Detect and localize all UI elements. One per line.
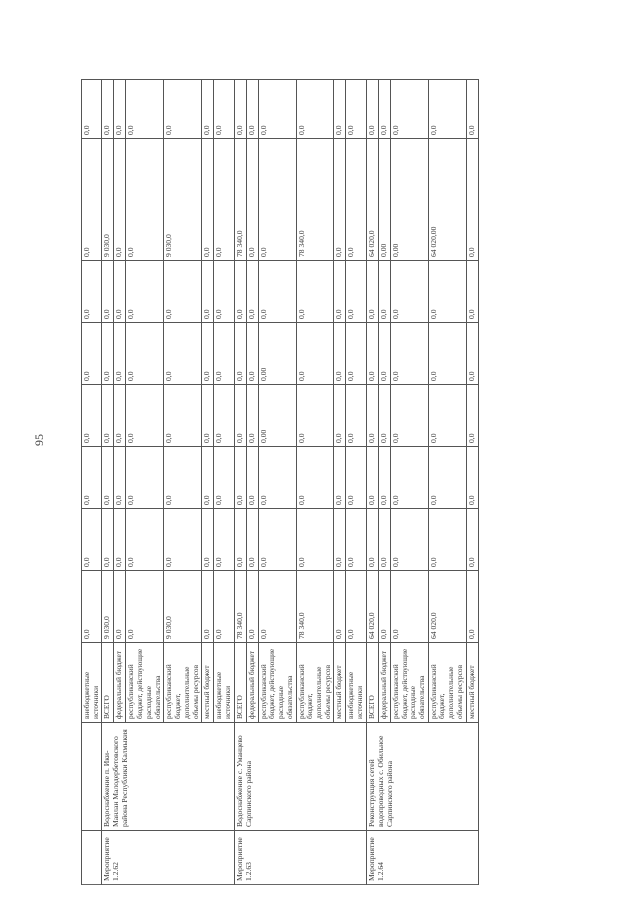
value-cell: 0,0 xyxy=(164,323,202,385)
value-cell: 0,0 xyxy=(246,80,258,139)
value-cell: 0,0 xyxy=(466,509,478,571)
value-cell: 0,0 xyxy=(214,385,234,447)
funding-source-cell: ВСЕГО xyxy=(234,643,246,723)
value-cell: 0,0 xyxy=(366,509,378,571)
table-row xyxy=(366,80,378,885)
value-cell: 0,0 xyxy=(296,447,334,509)
value-cell: 0,0 xyxy=(114,509,126,571)
value-cell: 0,0 xyxy=(82,261,102,323)
value-cell: 0,0 xyxy=(102,385,114,447)
funding-source-cell: местный бюджет xyxy=(334,643,346,723)
value-cell: 0,0 xyxy=(102,509,114,571)
value-cell: 78 340,0 xyxy=(234,571,246,643)
value-cell: 0,0 xyxy=(102,323,114,385)
value-cell: 0,0 xyxy=(246,139,258,261)
value-cell: 0,0 xyxy=(428,323,466,385)
value-cell: 0,0 xyxy=(114,80,126,139)
value-cell: 0,0 xyxy=(258,139,296,261)
value-cell: 0,0 xyxy=(390,385,428,447)
value-cell: 64 020,00 xyxy=(428,139,466,261)
value-cell: 0,0 xyxy=(334,80,346,139)
value-cell: 0,0 xyxy=(296,509,334,571)
value-cell: 0,0 xyxy=(202,385,214,447)
value-cell: 0,0 xyxy=(202,509,214,571)
measure-cell: Мероприятие 1.2.64 xyxy=(366,831,478,885)
value-cell: 64 020,0 xyxy=(366,139,378,261)
value-cell: 0,0 xyxy=(202,261,214,323)
value-cell: 0,0 xyxy=(164,80,202,139)
measure-cell: Мероприятие 1.2.63 xyxy=(234,831,366,885)
funding-source-cell: местный бюджет xyxy=(466,643,478,723)
table-row xyxy=(82,80,102,885)
object-cell: Водоснабжение п. Ики-Манлан Малодербетовского района Республики Калмыкия xyxy=(102,723,234,831)
value-cell: 0,0 xyxy=(296,323,334,385)
value-cell: 0,0 xyxy=(296,385,334,447)
value-cell: 0,0 xyxy=(428,509,466,571)
value-cell: 0,0 xyxy=(378,261,390,323)
rotated-table-wrapper xyxy=(81,80,608,885)
value-cell: 0,0 xyxy=(82,571,102,643)
value-cell: 0,0 xyxy=(82,139,102,261)
value-cell: 0,0 xyxy=(214,571,234,643)
value-cell: 0,0 xyxy=(234,509,246,571)
value-cell: 0,0 xyxy=(428,261,466,323)
value-cell: 0,0 xyxy=(296,261,334,323)
value-cell: 0,0 xyxy=(366,261,378,323)
value-cell: 64 020,0 xyxy=(366,571,378,643)
value-cell: 0,0 xyxy=(378,323,390,385)
value-cell: 0,0 xyxy=(126,447,164,509)
value-cell: 0,0 xyxy=(126,323,164,385)
value-cell: 0,0 xyxy=(428,447,466,509)
value-cell: 0,0 xyxy=(126,80,164,139)
page-number: 95 xyxy=(32,434,46,446)
value-cell: 0,0 xyxy=(126,261,164,323)
value-cell: 0,0 xyxy=(234,80,246,139)
value-cell: 0,0 xyxy=(346,80,366,139)
value-cell: 0,0 xyxy=(126,571,164,643)
value-cell: 0,0 xyxy=(346,261,366,323)
value-cell: 0,0 xyxy=(466,385,478,447)
value-cell: 78 340,0 xyxy=(234,139,246,261)
value-cell: 0,0 xyxy=(214,261,234,323)
funding-source-cell: республиканский бюджет, дополнительные объемы ресурсов xyxy=(296,643,334,723)
value-cell: 0,0 xyxy=(82,447,102,509)
value-cell: 0,0 xyxy=(334,509,346,571)
value-cell: 0,0 xyxy=(466,139,478,261)
value-cell: 9 030,0 xyxy=(102,571,114,643)
value-cell: 0,0 xyxy=(246,571,258,643)
value-cell: 0,0 xyxy=(126,509,164,571)
value-cell: 0,0 xyxy=(466,323,478,385)
measure-cell xyxy=(82,831,102,885)
value-cell: 0,0 xyxy=(202,447,214,509)
value-cell: 0,0 xyxy=(390,80,428,139)
value-cell: 0,0 xyxy=(366,323,378,385)
funding-source-cell: республиканский бюджет, дополнительные объемы ресурсов xyxy=(164,643,202,723)
value-cell: 0,0 xyxy=(164,261,202,323)
value-cell: 9 030,0 xyxy=(102,139,114,261)
value-cell: 0,0 xyxy=(378,80,390,139)
value-cell: 0,0 xyxy=(366,447,378,509)
value-cell: 0,0 xyxy=(346,571,366,643)
value-cell: 9 030,0 xyxy=(164,571,202,643)
value-cell: 0,0 xyxy=(378,571,390,643)
value-cell: 0,0 xyxy=(378,509,390,571)
funding-source-cell: внебюджетные источники xyxy=(346,643,366,723)
value-cell: 0,0 xyxy=(246,323,258,385)
value-cell: 78 340,0 xyxy=(296,571,334,643)
funding-source-cell: федеральный бюджет xyxy=(378,643,390,723)
table-row xyxy=(234,80,246,885)
funding-source-cell: республиканский бюджет, действующие расходные обязательства xyxy=(258,643,296,723)
object-cell: Водоснабжение с. Уманцево Сарпинского района xyxy=(234,723,366,831)
value-cell: 0,0 xyxy=(114,139,126,261)
value-cell: 0,0 xyxy=(378,385,390,447)
value-cell: 64 020,0 xyxy=(428,571,466,643)
funding-source-cell: федеральный бюджет xyxy=(246,643,258,723)
value-cell: 0,0 xyxy=(234,323,246,385)
value-cell: 0,0 xyxy=(202,139,214,261)
value-cell: 0,0 xyxy=(164,509,202,571)
value-cell: 0,0 xyxy=(390,509,428,571)
measure-cell: Мероприятие 1.2.62 xyxy=(102,831,234,885)
value-cell: 0,0 xyxy=(202,80,214,139)
value-cell: 0,0 xyxy=(334,385,346,447)
value-cell: 0,0 xyxy=(82,385,102,447)
value-cell: 0,0 xyxy=(202,571,214,643)
value-cell: 0,0 xyxy=(296,80,334,139)
funding-source-cell: республиканский бюджет, дополнительные объемы ресурсов xyxy=(428,643,466,723)
table-row xyxy=(102,80,114,885)
value-cell: 0,0 xyxy=(346,323,366,385)
value-cell: 0,0 xyxy=(378,447,390,509)
funding-source-cell: ВСЕГО xyxy=(102,643,114,723)
value-cell: 0,0 xyxy=(258,261,296,323)
value-cell: 0,0 xyxy=(102,447,114,509)
value-cell: 0,0 xyxy=(234,261,246,323)
value-cell: 0,00 xyxy=(390,139,428,261)
value-cell: 0,0 xyxy=(114,323,126,385)
value-cell: 0,0 xyxy=(334,323,346,385)
value-cell: 0,0 xyxy=(466,261,478,323)
value-cell: 0,0 xyxy=(246,385,258,447)
value-cell: 0,0 xyxy=(102,80,114,139)
value-cell: 9 030,0 xyxy=(164,139,202,261)
value-cell: 0,0 xyxy=(466,571,478,643)
value-cell: 0,0 xyxy=(366,385,378,447)
value-cell: 0,0 xyxy=(164,447,202,509)
funding-source-cell: республиканский бюджет, действующие расходные обязательства xyxy=(390,643,428,723)
value-cell: 0,0 xyxy=(82,80,102,139)
value-cell: 0,0 xyxy=(214,323,234,385)
value-cell: 0,0 xyxy=(234,385,246,447)
value-cell: 0,0 xyxy=(114,385,126,447)
value-cell: 0,0 xyxy=(334,571,346,643)
value-cell: 0,0 xyxy=(334,139,346,261)
value-cell: 0,0 xyxy=(346,447,366,509)
value-cell: 0,0 xyxy=(246,509,258,571)
value-cell: 0,0 xyxy=(346,509,366,571)
value-cell: 0,0 xyxy=(390,261,428,323)
value-cell: 0,0 xyxy=(214,447,234,509)
value-cell: 0,0 xyxy=(466,447,478,509)
value-cell: 0,0 xyxy=(114,261,126,323)
value-cell: 0,00 xyxy=(258,323,296,385)
value-cell: 0,0 xyxy=(214,80,234,139)
value-cell: 0,0 xyxy=(82,323,102,385)
value-cell: 0,0 xyxy=(466,80,478,139)
value-cell: 0,0 xyxy=(258,571,296,643)
value-cell: 0,0 xyxy=(258,447,296,509)
value-cell: 0,00 xyxy=(258,385,296,447)
value-cell: 0,0 xyxy=(126,139,164,261)
value-cell: 0,0 xyxy=(246,261,258,323)
value-cell: 0,0 xyxy=(366,80,378,139)
value-cell: 0,0 xyxy=(390,571,428,643)
value-cell: 0,0 xyxy=(390,447,428,509)
value-cell: 0,0 xyxy=(428,385,466,447)
value-cell: 0,0 xyxy=(334,261,346,323)
value-cell: 0,0 xyxy=(214,139,234,261)
value-cell: 0,0 xyxy=(126,385,164,447)
value-cell: 0,0 xyxy=(234,447,246,509)
table-body xyxy=(82,80,479,885)
value-cell: 0,0 xyxy=(390,323,428,385)
value-cell: 0,0 xyxy=(246,447,258,509)
value-cell: 0,0 xyxy=(258,509,296,571)
object-cell xyxy=(82,723,102,831)
object-cell: Реконструкция сетей водопроводных с. Обильное Сарпинского района xyxy=(366,723,478,831)
value-cell: 0,0 xyxy=(102,261,114,323)
funding-source-cell: местный бюджет xyxy=(202,643,214,723)
value-cell: 0,0 xyxy=(428,80,466,139)
value-cell: 0,0 xyxy=(346,139,366,261)
value-cell: 0,0 xyxy=(214,509,234,571)
value-cell: 0,0 xyxy=(334,447,346,509)
funding-table xyxy=(81,79,479,885)
value-cell: 0,0 xyxy=(258,80,296,139)
funding-source-cell: внебюджетные источники xyxy=(82,643,102,723)
value-cell: 0,0 xyxy=(114,447,126,509)
funding-source-cell: внебюджетные источники xyxy=(214,643,234,723)
value-cell: 0,0 xyxy=(82,509,102,571)
value-cell: 0,0 xyxy=(346,385,366,447)
value-cell: 0,00 xyxy=(378,139,390,261)
value-cell: 78 340,0 xyxy=(296,139,334,261)
funding-source-cell: федеральный бюджет xyxy=(114,643,126,723)
funding-source-cell: республиканский бюджет, действующие расходные обязательства xyxy=(126,643,164,723)
value-cell: 0,0 xyxy=(114,571,126,643)
value-cell: 0,0 xyxy=(164,385,202,447)
funding-source-cell: ВСЕГО xyxy=(366,643,378,723)
value-cell: 0,0 xyxy=(202,323,214,385)
